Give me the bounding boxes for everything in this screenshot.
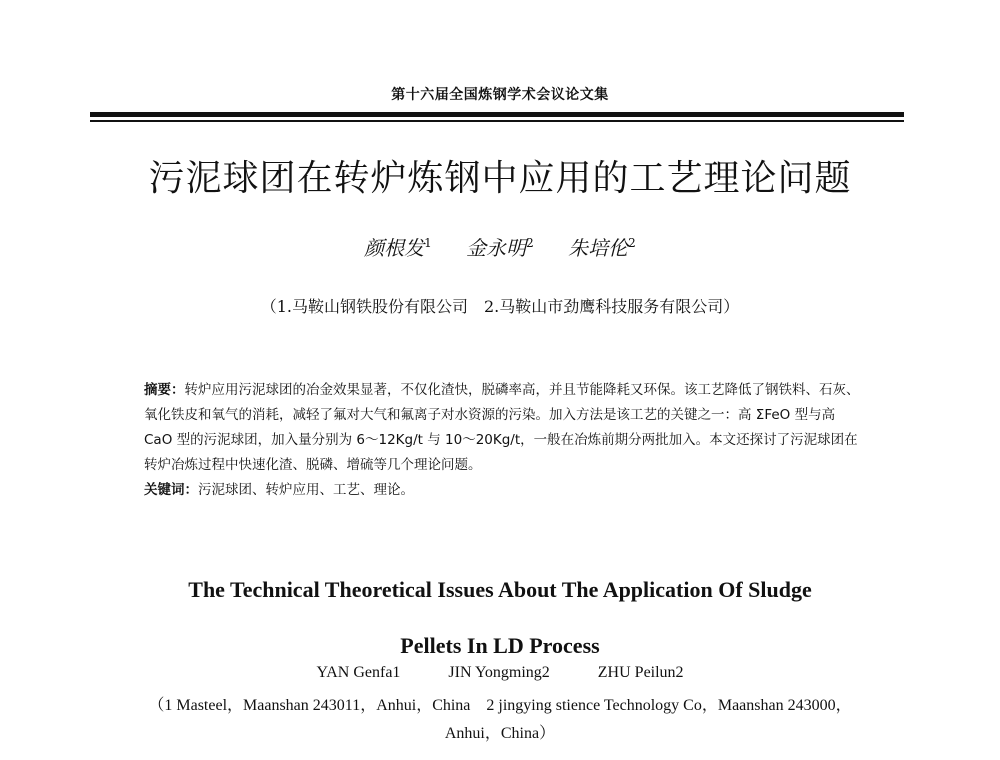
header-rule-thick	[90, 112, 904, 117]
author-1	[364, 236, 432, 260]
english-affiliations: （1 Masteel，Maanshan 243011，Anhui，China 2 jingying stience Technology Co，Maanshan 243000，Anhui，China）	[148, 697, 852, 742]
running-header: 第十六届全国炼钢学术会议论文集	[391, 87, 609, 103]
abstract-label: 摘要：	[144, 382, 185, 398]
abstract-block	[144, 378, 860, 503]
abstract-text: 转炉应用污泥球团的冶金效果显著，不仅化渣快，脱磷率高，并且节能降耗又环保。该工艺降低了钢铁料、石灰、氧化铁皮和氧气的消耗，减轻了氟对大气和氟离子对水资源的污染。加入方法是该工艺的关键之一：高 ΣFeO 型与高 CaO 型的污泥球团，加入量分别为 6～12Kg/t 与 10～20Kg/t，一般在冶炼前期分两批加入。本文还探讨了污泥球团在转炉冶炼过程中快速化渣、脱磷、增硫等几个理论问题。	[144, 382, 860, 473]
keywords-text: 污泥球团、转炉应用、工艺、理论。	[198, 482, 414, 498]
author-affil-marker: 1	[424, 236, 432, 250]
english-title-line-2: Pellets In LD Process	[400, 633, 600, 658]
chinese-affiliations: （1.马鞍山钢铁股份有限公司 2.马鞍山市劲鹰科技服务有限公司）	[260, 297, 740, 316]
author-name: 金永明	[466, 236, 527, 260]
author-2	[466, 236, 534, 260]
author-3	[568, 236, 636, 260]
english-author-2: JIN Yongming2	[448, 664, 550, 681]
english-title	[0, 562, 1000, 674]
english-authors	[0, 664, 1000, 682]
author-affil-marker: 2	[526, 236, 534, 250]
keywords-label: 关键词：	[144, 482, 198, 498]
keywords-paragraph	[144, 478, 860, 503]
chinese-title: 污泥球团在转炉炼钢中应用的工艺理论问题	[148, 158, 852, 199]
author-affil-marker: 2	[628, 236, 636, 250]
english-title-line-1: The Technical Theoretical Issues About The Application Of Sludge	[188, 577, 812, 602]
english-author-3: ZHU Peilun2	[597, 664, 684, 681]
author-name: 朱培伦	[568, 236, 629, 260]
english-author-1: YAN Genfa1	[316, 664, 401, 681]
abstract-paragraph	[144, 378, 860, 478]
chinese-authors	[0, 232, 1000, 261]
header-rule-thin	[90, 120, 904, 122]
author-name: 颜根发	[364, 236, 425, 260]
